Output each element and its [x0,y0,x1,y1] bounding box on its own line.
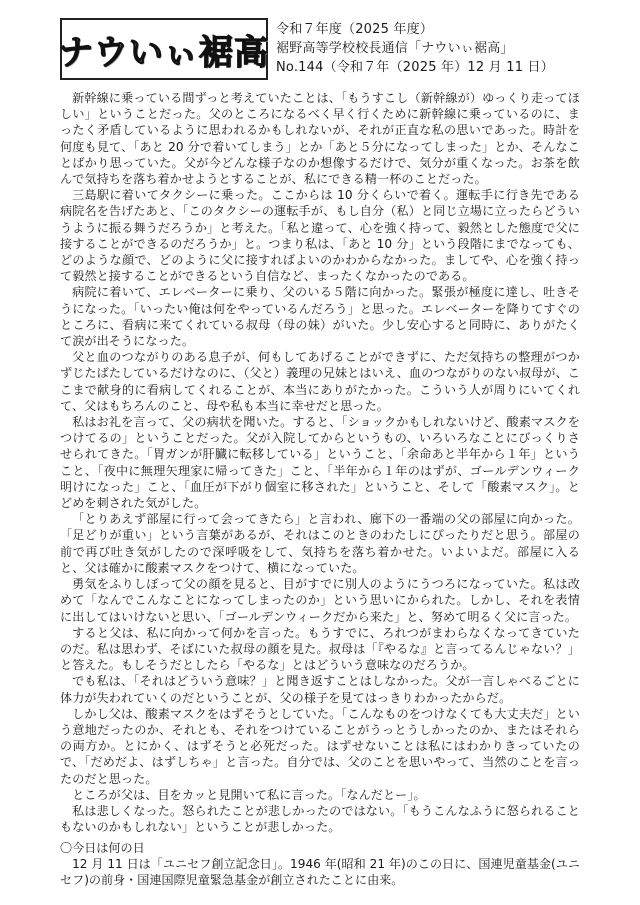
newsletter-logo [60,18,268,80]
article-body [60,90,580,835]
newsletter-title: 裾野高等学校校長通信「ナウいぃ裾高」 [276,41,514,56]
today-heading: 〇今日は何の日 [60,841,145,855]
today-text: 12 月 11 日は「ユニセフ創立記念日」。1946 年(昭和 21 年)のこの日に、国連児童基金(ユニセフ)の前身・国連国際児童緊急基金が創立されたことに由来。 [60,857,580,888]
article-paragraph: 私は悲しくなった。怒られたことが悲しかったのではない。「もうこんなふうに怒られることもないのかもしれない」ということが悲しかった。 [60,803,580,835]
logo-text: ナウいぃ裾高 [59,32,269,73]
today-section [60,840,580,889]
article-paragraph: 勇気をふりしぼって父の顔を見ると、目がすでに別人のようにうつろになっていた。私は改めて「なんでこんなことになってしまったのか」という思いにかられた。しかし、それを表情に出してはいけないと思い、「ゴールデンウィークだから来た」と、努めて明るく父に言った。 [60,577,580,624]
school-year: 令和７年度（2025 年度） [276,22,434,37]
article-paragraph: 三島駅に着いてタクシーに乗った。ここからは 10 分くらいで着く。運転手に行き先である病院名を告げたあと、「このタクシーの運転手が、もし自分（私）と同じ立場に立ったらどういうように振る舞うだろうか」と考えた。「私と違って、心を強く持って、毅然とした態度で父に接することができるのだろうか」と。つまり私は、「あと 10 分」という段階にまでなっても、どのような顔で、どのように父に接すればよいのかわからなかった。ましてや、心を強く持って毅然と接することができるという自信など、まったくなかったのである。 [60,188,580,284]
article-paragraph: でも私は、「それはどういう意味？」と聞き返すことはしなかった。父が一言しゃべるごとに体力が失われていくのだということが、父の様子を見てはっきりわかったからだ。 [60,674,580,705]
article-paragraph: しかし父は、酸素マスクをはずそうとしていた。「こんなものをつけなくても大丈夫だ」という意地だったのか、それとも、それをつけていることがうっとうしかったのか、またはそれらの両方か。とにかく、はずそうと必死だった。はずせないことは私にはわかりきっていたので、「だめだよ、はずしちゃ」と言った。自分では、父のことを思いやって、当然のことを言ったのだと思った。 [60,706,580,786]
issue-info [276,20,576,77]
issue-number-date: No.144（令和７年（2025 年）12 月 11 日） [276,60,554,75]
article-paragraph: 病院に着いて、エレベーターに乗り、父のいる５階に向かった。緊張が極度に達し、吐きそうになった。「いったい俺は何をやっているんだろう」と思った。エレベーターを降りてすぐのところに、看病に来てくれている叔母（母の妹）がいた。少し安心すると同時に、ありがたくて涙が出そうになった。 [60,285,580,349]
article-paragraph: ところが父は、目をカッと見開いて私に言った。「なんだとー」。 [72,787,426,802]
article-paragraph: 父と血のつながりのある息子が、何もしてあげることができずに、ただ気持ちの整理がつかずじたばたしているだけなのに、（父と）義理の兄妹とはいえ、血のつながりのない叔母が、ここまで献身的に看病してくれることが、本当にありがたかった。こういう人が周りにいてくれて、父はもちろんのこと、母や私も本当に幸せだと思った。 [60,350,580,413]
masthead [60,18,578,82]
article-paragraph: 「とりあえず部屋に行って会ってきたら」と言われ、廊下の一番端の父の部屋に向かった。「足どりが重い」という言葉があるが、それはこのときのわたしにぴったりだと思う。部屋の前で再び吐き気がしたので深呼吸をして、気持ちを落ち着かせた。いよいよだ。部屋に入ると、父は確かに酸素マスクをつけて、横になっていた。 [60,512,580,575]
article-paragraph: すると父は、私に向かって何かを言った。もうすでに、ろれつがまわらなくなってきていたのだ。私は思わず、そばにいた叔母の顔を見た。叔母は「『やるな』と言ってるんじゃない？」と答えた。もしそうだとしたら「やるな」とはどういう意味なのだろうか。 [60,625,580,673]
article-paragraph: 私はお礼を言って、父の病状を聞いた。すると、「ショックかもしれないけど、酸素マスクをつけてるの」ということだった。父が入院してからというもの、いろいろなことにびっくりさせられてきた。「胃ガンが肝臓に転移している」ということ、「余命あと半年から１年」ということ、「夜中に無理矢理家に帰ってきた」こと、「半年から１年のはずが、ゴールデンウィーク明けになった」こと、「血圧が下がり個室に移された」ということ、そして「酸素マスク」。とどめを刺された気がした。 [60,415,580,511]
article-paragraph: 新幹線に乗っている間ずっと考えていたことは、「もうすこし（新幹線が）ゆっくり走ってほしい」ということだった。父のところになるべく早く行くために新幹線に乗っているのに、まったく矛盾しているように思われるかもしれないが、それが正直な私の思いであった。時計を何度も見て、「あと 20 分で着いてしまう」とか「あと５分になってしまった」とか、そんなことばかり思っていた。父が今どんな様子なのか想像するだけで、気分が重くなった。お茶を飲んで気持ちを落ち着かせようとすることが、私にできる精一杯のことだった。 [60,91,580,187]
